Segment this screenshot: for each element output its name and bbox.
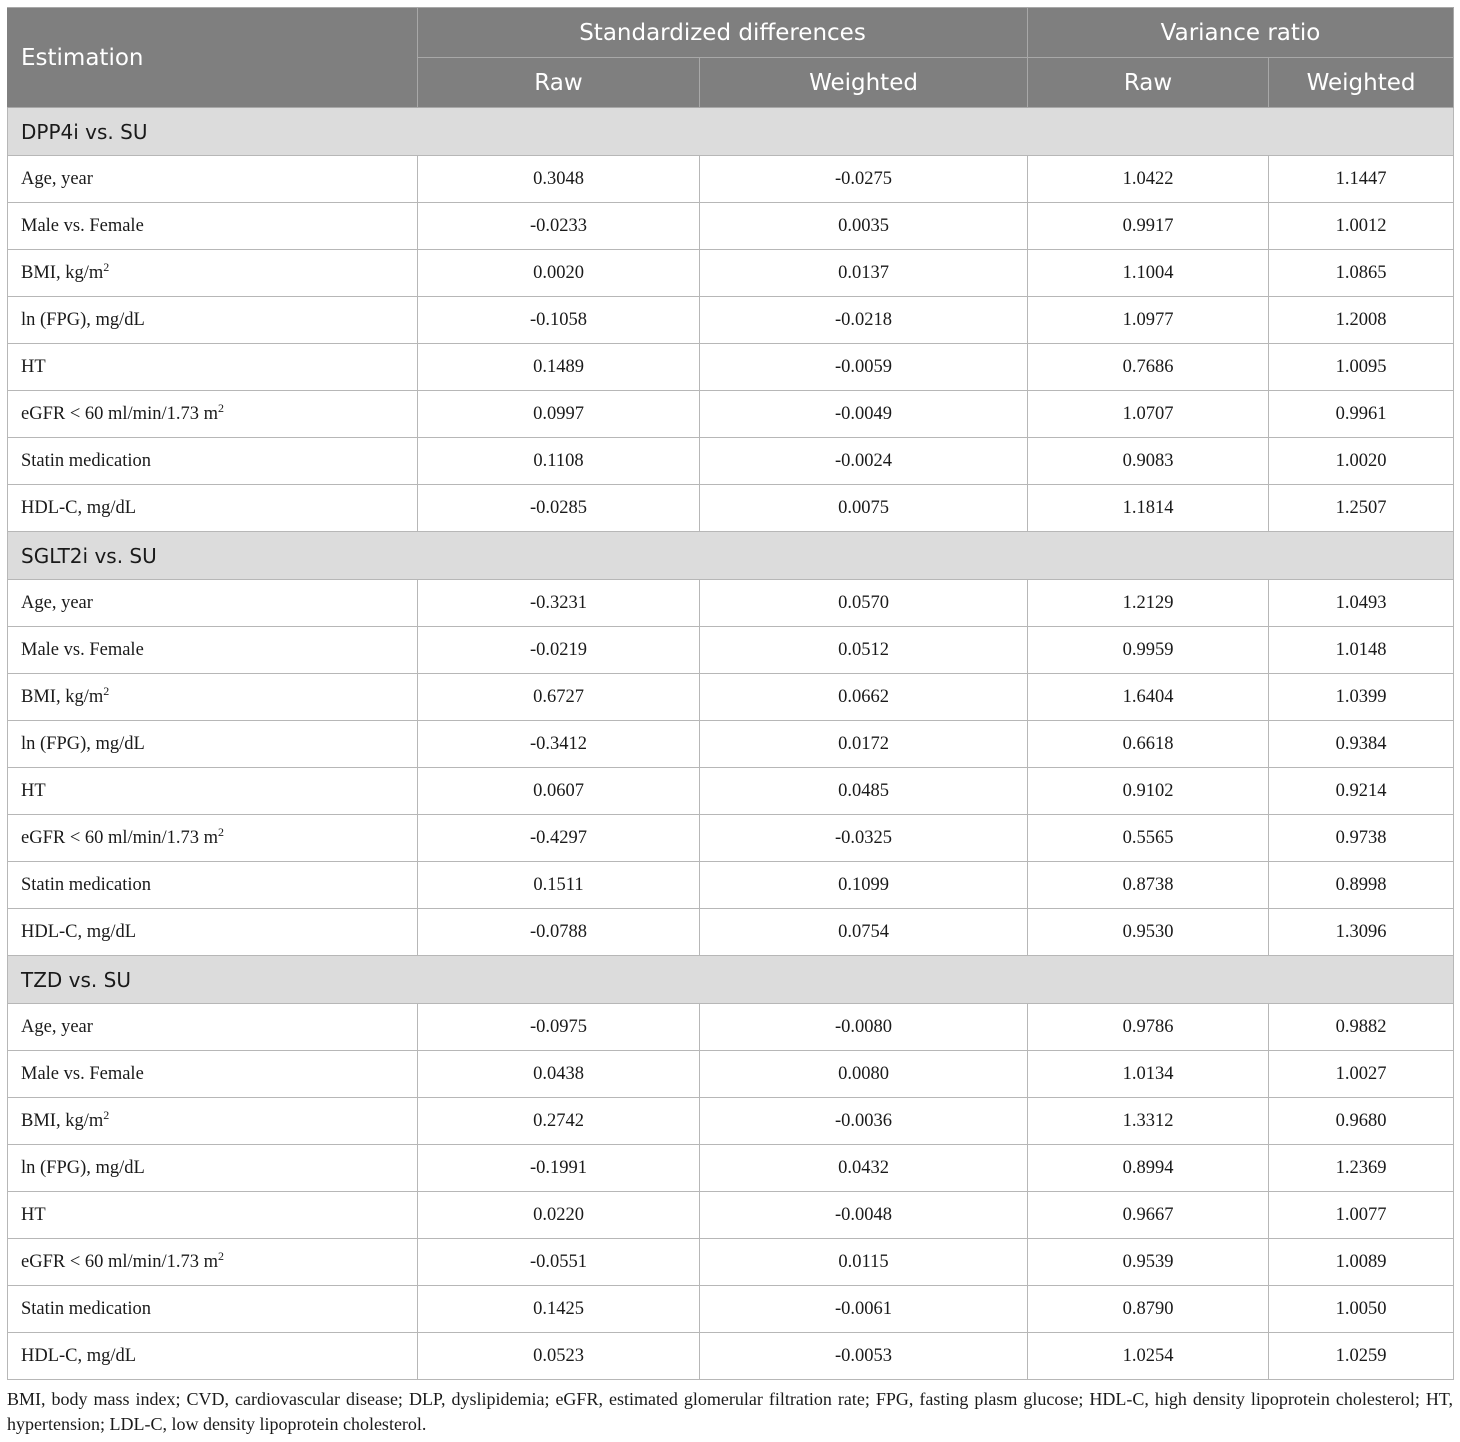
var-ratio-raw-cell: 0.9102 xyxy=(1028,768,1269,815)
std-diff-weighted-cell: -0.0036 xyxy=(700,1098,1028,1145)
std-diff-weighted-cell: -0.0080 xyxy=(700,1004,1028,1051)
section-row xyxy=(8,532,1454,580)
table-row xyxy=(8,721,1454,768)
var-ratio-weighted-cell: 1.0077 xyxy=(1269,1192,1454,1239)
var-ratio-weighted-cell: 1.0027 xyxy=(1269,1051,1454,1098)
row-label xyxy=(8,674,418,721)
var-ratio-raw-cell: 0.8790 xyxy=(1028,1286,1269,1333)
std-diff-weighted-cell: -0.0024 xyxy=(700,438,1028,485)
std-diff-raw-cell: -0.1058 xyxy=(418,297,700,344)
row-label-superscript: 2 xyxy=(103,1107,110,1122)
var-ratio-raw-cell: 1.3312 xyxy=(1028,1098,1269,1145)
row-label-text: HT xyxy=(21,1204,46,1225)
std-diff-raw-cell: -0.0219 xyxy=(418,627,700,674)
row-label-text: ln (FPG), mg/dL xyxy=(21,309,145,330)
var-ratio-raw-cell: 1.1814 xyxy=(1028,485,1269,532)
row-label-text: HDL-C, mg/dL xyxy=(21,921,137,942)
row-label xyxy=(8,438,418,485)
row-label-text: Age, year xyxy=(21,168,93,189)
std-diff-weighted-cell: 0.0432 xyxy=(700,1145,1028,1192)
row-label xyxy=(8,1239,418,1286)
table-row xyxy=(8,485,1454,532)
table-row xyxy=(8,1192,1454,1239)
std-diff-weighted-cell: -0.0053 xyxy=(700,1333,1028,1380)
var-ratio-weighted-cell: 1.0050 xyxy=(1269,1286,1454,1333)
std-diff-weighted-cell: 0.0137 xyxy=(700,250,1028,297)
std-diff-weighted-cell: -0.0048 xyxy=(700,1192,1028,1239)
std-diff-weighted-cell: 0.0115 xyxy=(700,1239,1028,1286)
var-ratio-weighted-cell: 0.9214 xyxy=(1269,768,1454,815)
row-label-text: eGFR < 60 ml/min/1.73 m xyxy=(21,827,218,848)
var-ratio-weighted-cell: 1.2008 xyxy=(1269,297,1454,344)
table-row xyxy=(8,297,1454,344)
var-ratio-weighted-cell: 1.0095 xyxy=(1269,344,1454,391)
row-label-superscript: 2 xyxy=(103,683,110,698)
std-diff-weighted-cell: -0.0061 xyxy=(700,1286,1028,1333)
std-diff-raw-cell: 0.0220 xyxy=(418,1192,700,1239)
var-ratio-raw-cell: 1.6404 xyxy=(1028,674,1269,721)
std-diff-weighted-cell: 0.0662 xyxy=(700,674,1028,721)
std-diff-raw-cell: 0.1489 xyxy=(418,344,700,391)
table-row xyxy=(8,627,1454,674)
std-diff-raw-cell: -0.1991 xyxy=(418,1145,700,1192)
var-ratio-weighted-cell: 1.0148 xyxy=(1269,627,1454,674)
table-row xyxy=(8,203,1454,250)
var-ratio-weighted-cell: 0.9882 xyxy=(1269,1004,1454,1051)
std-diff-weighted-cell: 0.0075 xyxy=(700,485,1028,532)
row-label-text: Male vs. Female xyxy=(21,1063,144,1084)
section-row xyxy=(8,108,1454,156)
std-diff-weighted-cell: 0.0035 xyxy=(700,203,1028,250)
std-diff-raw-cell: 0.0523 xyxy=(418,1333,700,1380)
table-row xyxy=(8,1145,1454,1192)
var-ratio-raw-cell: 0.9083 xyxy=(1028,438,1269,485)
var-ratio-raw-cell: 1.0134 xyxy=(1028,1051,1269,1098)
row-label-text: Statin medication xyxy=(21,874,151,895)
var-ratio-raw-cell: 0.8738 xyxy=(1028,862,1269,909)
row-label xyxy=(8,721,418,768)
var-ratio-raw-cell: 0.9786 xyxy=(1028,1004,1269,1051)
row-label xyxy=(8,1051,418,1098)
var-ratio-raw-cell: 0.9917 xyxy=(1028,203,1269,250)
row-label xyxy=(8,1098,418,1145)
row-label-text: HT xyxy=(21,780,46,801)
row-label xyxy=(8,485,418,532)
row-label xyxy=(8,815,418,862)
var-ratio-weighted-cell: 1.2369 xyxy=(1269,1145,1454,1192)
var-ratio-weighted-cell: 1.2507 xyxy=(1269,485,1454,532)
table-row xyxy=(8,1333,1454,1380)
table-row xyxy=(8,391,1454,438)
header-standardized-differences: Standardized differences xyxy=(418,8,1028,58)
std-diff-weighted-cell: 0.0512 xyxy=(700,627,1028,674)
var-ratio-weighted-cell: 0.9680 xyxy=(1269,1098,1454,1145)
row-label xyxy=(8,1286,418,1333)
row-label xyxy=(8,909,418,956)
std-diff-weighted-cell: -0.0325 xyxy=(700,815,1028,862)
row-label xyxy=(8,580,418,627)
var-ratio-weighted-cell: 1.1447 xyxy=(1269,156,1454,203)
row-label-text: Age, year xyxy=(21,1016,93,1037)
std-diff-weighted-cell: 0.0485 xyxy=(700,768,1028,815)
row-label xyxy=(8,768,418,815)
row-label-superscript: 2 xyxy=(218,400,224,415)
row-label xyxy=(8,1333,418,1380)
row-label-text: Male vs. Female xyxy=(21,639,144,660)
std-diff-raw-cell: -0.0233 xyxy=(418,203,700,250)
section-title: TZD vs. SU xyxy=(8,956,1454,1004)
row-label xyxy=(8,297,418,344)
row-label xyxy=(8,344,418,391)
std-diff-weighted-cell: 0.0172 xyxy=(700,721,1028,768)
table-row xyxy=(8,580,1454,627)
row-label xyxy=(8,862,418,909)
std-diff-raw-cell: -0.3412 xyxy=(418,721,700,768)
table-row xyxy=(8,909,1454,956)
std-diff-raw-cell: 0.3048 xyxy=(418,156,700,203)
table-row xyxy=(8,1286,1454,1333)
var-ratio-raw-cell: 0.5565 xyxy=(1028,815,1269,862)
var-ratio-weighted-cell: 1.0089 xyxy=(1269,1239,1454,1286)
std-diff-raw-cell: -0.0975 xyxy=(418,1004,700,1051)
row-label xyxy=(8,1145,418,1192)
var-ratio-raw-cell: 0.8994 xyxy=(1028,1145,1269,1192)
table-row xyxy=(8,438,1454,485)
header-estimation: Estimation xyxy=(8,8,418,108)
row-label xyxy=(8,391,418,438)
row-label-text: ln (FPG), mg/dL xyxy=(21,733,145,754)
header-variance-ratio: Variance ratio xyxy=(1028,8,1454,58)
std-diff-raw-cell: 0.0438 xyxy=(418,1051,700,1098)
header-var-raw: Raw xyxy=(1028,58,1269,108)
var-ratio-raw-cell: 0.9959 xyxy=(1028,627,1269,674)
row-label-text: BMI, kg/m xyxy=(21,686,104,707)
table-body xyxy=(8,108,1454,1380)
var-ratio-weighted-cell: 1.0020 xyxy=(1269,438,1454,485)
section-title: SGLT2i vs. SU xyxy=(8,532,1454,580)
row-label-text: Statin medication xyxy=(21,450,151,471)
row-label xyxy=(8,1004,418,1051)
var-ratio-raw-cell: 1.1004 xyxy=(1028,250,1269,297)
std-diff-raw-cell: 0.0020 xyxy=(418,250,700,297)
var-ratio-raw-cell: 0.9539 xyxy=(1028,1239,1269,1286)
table-header xyxy=(8,8,1454,108)
row-label-text: BMI, kg/m xyxy=(21,262,104,283)
std-diff-raw-cell: 0.1425 xyxy=(418,1286,700,1333)
table-row xyxy=(8,156,1454,203)
balance-table xyxy=(7,7,1454,1380)
var-ratio-raw-cell: 0.6618 xyxy=(1028,721,1269,768)
std-diff-raw-cell: -0.0788 xyxy=(418,909,700,956)
var-ratio-raw-cell: 0.9530 xyxy=(1028,909,1269,956)
row-label-text: ln (FPG), mg/dL xyxy=(21,1157,145,1178)
row-label-superscript: 2 xyxy=(103,259,110,274)
std-diff-weighted-cell: -0.0275 xyxy=(700,156,1028,203)
row-label-text: HDL-C, mg/dL xyxy=(21,1345,137,1366)
table-row xyxy=(8,674,1454,721)
row-label-text: eGFR < 60 ml/min/1.73 m xyxy=(21,1251,218,1272)
var-ratio-weighted-cell: 1.0012 xyxy=(1269,203,1454,250)
var-ratio-weighted-cell: 0.9961 xyxy=(1269,391,1454,438)
table-row xyxy=(8,344,1454,391)
std-diff-raw-cell: 0.2742 xyxy=(418,1098,700,1145)
var-ratio-weighted-cell: 0.8998 xyxy=(1269,862,1454,909)
std-diff-raw-cell: -0.3231 xyxy=(418,580,700,627)
std-diff-weighted-cell: 0.0570 xyxy=(700,580,1028,627)
std-diff-raw-cell: -0.4297 xyxy=(418,815,700,862)
var-ratio-weighted-cell: 1.0493 xyxy=(1269,580,1454,627)
var-ratio-raw-cell: 1.0422 xyxy=(1028,156,1269,203)
var-ratio-raw-cell: 1.0707 xyxy=(1028,391,1269,438)
row-label-text: HDL-C, mg/dL xyxy=(21,497,137,518)
std-diff-raw-cell: 0.0607 xyxy=(418,768,700,815)
var-ratio-weighted-cell: 1.3096 xyxy=(1269,909,1454,956)
std-diff-weighted-cell: -0.0049 xyxy=(700,391,1028,438)
row-label-text: Age, year xyxy=(21,592,93,613)
std-diff-weighted-cell: -0.0059 xyxy=(700,344,1028,391)
table-row xyxy=(8,1004,1454,1051)
std-diff-raw-cell: -0.0285 xyxy=(418,485,700,532)
table-row xyxy=(8,1239,1454,1286)
table-row xyxy=(8,862,1454,909)
var-ratio-weighted-cell: 1.0399 xyxy=(1269,674,1454,721)
var-ratio-weighted-cell: 0.9384 xyxy=(1269,721,1454,768)
var-ratio-weighted-cell: 0.9738 xyxy=(1269,815,1454,862)
section-row xyxy=(8,956,1454,1004)
std-diff-raw-cell: 0.0997 xyxy=(418,391,700,438)
std-diff-weighted-cell: -0.0218 xyxy=(700,297,1028,344)
table-row xyxy=(8,1098,1454,1145)
std-diff-weighted-cell: 0.1099 xyxy=(700,862,1028,909)
var-ratio-raw-cell: 0.7686 xyxy=(1028,344,1269,391)
std-diff-weighted-cell: 0.0754 xyxy=(700,909,1028,956)
table-row xyxy=(8,768,1454,815)
table-row xyxy=(8,250,1454,297)
var-ratio-weighted-cell: 1.0259 xyxy=(1269,1333,1454,1380)
var-ratio-raw-cell: 1.2129 xyxy=(1028,580,1269,627)
row-label-text: eGFR < 60 ml/min/1.73 m xyxy=(21,403,218,424)
var-ratio-raw-cell: 1.0254 xyxy=(1028,1333,1269,1380)
std-diff-raw-cell: -0.0551 xyxy=(418,1239,700,1286)
std-diff-raw-cell: 0.1108 xyxy=(418,438,700,485)
std-diff-weighted-cell: 0.0080 xyxy=(700,1051,1028,1098)
section-title: DPP4i vs. SU xyxy=(8,108,1454,156)
row-label-text: BMI, kg/m xyxy=(21,1110,104,1131)
row-label-superscript: 2 xyxy=(218,1248,224,1263)
std-diff-raw-cell: 0.6727 xyxy=(418,674,700,721)
table-row xyxy=(8,1051,1454,1098)
var-ratio-weighted-cell: 1.0865 xyxy=(1269,250,1454,297)
row-label-superscript: 2 xyxy=(218,824,224,839)
row-label-text: Male vs. Female xyxy=(21,215,144,236)
row-label xyxy=(8,627,418,674)
header-std-weighted: Weighted xyxy=(700,58,1028,108)
row-label-text: Statin medication xyxy=(21,1298,151,1319)
var-ratio-raw-cell: 1.0977 xyxy=(1028,297,1269,344)
var-ratio-raw-cell: 0.9667 xyxy=(1028,1192,1269,1239)
table-row xyxy=(8,815,1454,862)
row-label xyxy=(8,1192,418,1239)
row-label xyxy=(8,250,418,297)
header-std-raw: Raw xyxy=(418,58,700,108)
table-footnote: BMI, body mass index; CVD, cardiovascular disease; DLP, dyslipidemia; eGFR, estimated glomerular filtration rate; FPG, fasting plasm glucose; HDL-C, high density lipoprotein cholesterol; HT, hypertension; LDL-C, low density lipoprotein cholesterol. xyxy=(7,1389,1453,1434)
header-var-weighted: Weighted xyxy=(1269,58,1454,108)
std-diff-raw-cell: 0.1511 xyxy=(418,862,700,909)
row-label xyxy=(8,156,418,203)
row-label-text: HT xyxy=(21,356,46,377)
row-label xyxy=(8,203,418,250)
